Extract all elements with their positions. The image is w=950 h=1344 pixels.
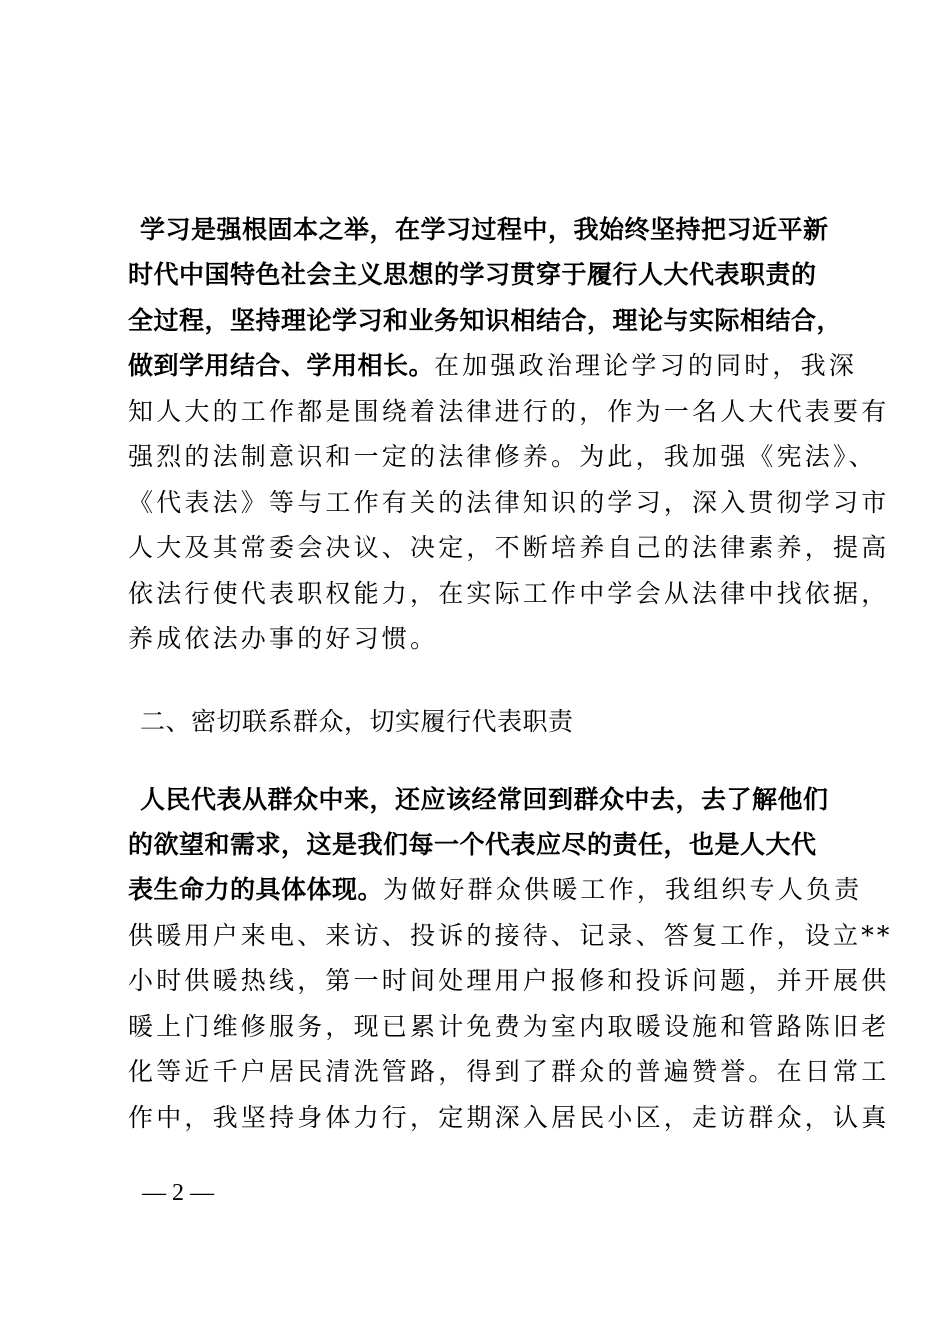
- section-heading: 二、密切联系群众，切实履行代表职责: [140, 707, 574, 736]
- paragraph-line: [128, 389, 890, 435]
- paragraph-line: [128, 252, 828, 298]
- paragraph-line: [128, 822, 828, 868]
- bold-text: 做到学用结合、学用相长。: [128, 351, 435, 380]
- bold-text: 时代中国特色社会主义思想的学习贯穿于履行人大代表职责的: [128, 260, 817, 289]
- regular-text: 供暖用户来电、来访、投诉的接待、记录、答复工作，设立**: [128, 921, 893, 950]
- bold-text: 表生命力的具体体现。: [128, 875, 384, 904]
- bold-text: 全过程，坚持理论学习和业务知识相结合，理论与实际相结合，: [128, 306, 843, 335]
- regular-text: 为做好群众供暖工作，我组织专人负责: [383, 875, 863, 904]
- paragraph-line: [128, 1095, 890, 1141]
- regular-text: 依法行使代表职权能力，在实际工作中学会从法律中找依据，: [128, 579, 890, 608]
- paragraph-line: [128, 777, 840, 823]
- bold-text: 人民代表从群众中来，还应该经常回到群众中去，去了解他们: [140, 785, 829, 814]
- regular-text: 《代表法》等与工作有关的法律知识的学习，深入贯彻学习市: [128, 488, 890, 517]
- regular-text: 作中，我坚持身体力行，定期深入居民小区，走访群众，认真: [128, 1103, 890, 1132]
- paragraph-line: [128, 480, 890, 526]
- regular-text: 人大及其常委会决议、决定，不断培养自己的法律素养，提高: [128, 533, 890, 562]
- paragraph-line: [128, 1049, 890, 1095]
- paragraph-line: [128, 207, 840, 253]
- paragraph-line: [128, 571, 890, 617]
- regular-text: 养成依法办事的好习惯。: [128, 624, 439, 653]
- paragraph-line: [128, 616, 828, 662]
- regular-text: 小时供暖热线，第一时间处理用户报修和投诉问题，并开展供: [128, 966, 890, 995]
- regular-text: 强烈的法制意识和一定的法律修养。为此，我加强《宪法》、: [128, 442, 877, 471]
- regular-text: 暖上门维修服务，现已累计免费为室内取暖设施和管路陈旧老: [128, 1012, 890, 1041]
- paragraph-line: [128, 913, 893, 959]
- bold-text: 的欲望和需求，这是我们每一个代表应尽的责任，也是人大代: [128, 830, 817, 859]
- paragraph-line: [128, 1004, 890, 1050]
- page-number: — 2 —: [142, 1180, 214, 1206]
- regular-text: 在加强政治理论学习的同时，我深: [434, 351, 858, 380]
- regular-text: 化等近千户居民清洗管路，得到了群众的普遍赞誉。在日常工: [128, 1057, 890, 1086]
- bold-text: 学习是强根固本之举，在学习过程中，我始终坚持把习近平新: [140, 215, 829, 244]
- paragraph-line: [128, 343, 858, 389]
- regular-text: 知人大的工作都是围绕着法律进行的，作为一名人大代表要有: [128, 397, 890, 426]
- paragraph-line: [128, 867, 863, 913]
- paragraph-line: [128, 525, 890, 571]
- paragraph-line: [128, 958, 890, 1004]
- paragraph-line: [128, 298, 843, 344]
- paragraph-line: [128, 434, 877, 480]
